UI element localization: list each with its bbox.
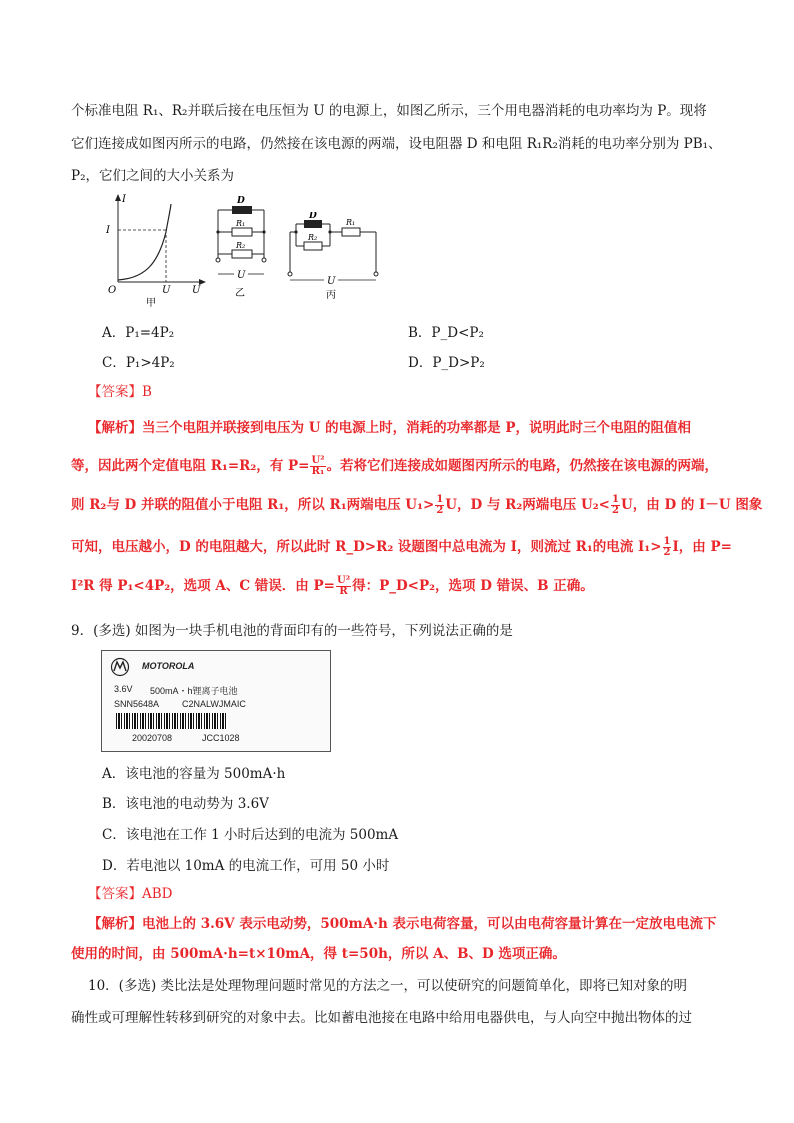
fraction-denominator: R [339, 586, 348, 597]
figure-jia-iu-graph [100, 192, 210, 308]
q8-analysis-line-1 [88, 418, 691, 438]
yi-r1-label: R₁ [236, 219, 246, 228]
q8-option-c: C．P₁>4P₂ [102, 355, 175, 371]
yi-d-label: D [237, 196, 245, 206]
q8-analysis-text-4b: I，由 P= [672, 539, 732, 555]
q10-stem-line-2: 确性或可理解性转移到研究的对象中去。比如蓄电池接在电路中给用电器供电，与人向空中抛出物体的过 [71, 1010, 692, 1026]
q8-analysis-line-5 [71, 576, 594, 597]
battery-code-2: C2NALWJMAIC [182, 699, 246, 709]
fraction-numerator: 1 [436, 494, 444, 505]
jia-y-axis-label: I [122, 194, 126, 205]
q8-stem-line-1: 个标准电阻 R₁、R₂并联后接在电压恒为 U 的电源上，如图乙所示，三个用电器消耗的电功率均为 P。现将 [71, 103, 707, 119]
q8-fraction-u2-r [336, 576, 351, 597]
q8-analysis-text-5a: I²R 得 P₁<4P₂，选项 A、C 错误．由 P= [71, 578, 335, 594]
q9-option-b: B．该电池的电动势为 3.6V [102, 796, 269, 812]
bing-r1-label: R₁ [346, 218, 356, 227]
bing-caption: 丙 [326, 290, 336, 301]
bing-u-label: U [327, 276, 336, 287]
figure-yi-parallel-circuit [210, 192, 272, 308]
battery-capacity: 500mA・h锂离子电池 [150, 686, 238, 696]
q8-analysis-text-3c: U，由 D 的 I－U 图象 [620, 497, 763, 513]
battery-batch: JCC1028 [202, 733, 240, 743]
q8-fraction-half-1 [435, 495, 444, 516]
fraction-numerator: 1 [663, 536, 671, 547]
q8-analysis-text-4a: 可知，电压越小，D 的电阻越大，所以此时 R_D>R₂ 设题图中总电流为 I，则流过 R₁的电流 I₁> [71, 539, 662, 555]
jia-u-tick: U [162, 285, 171, 296]
bing-d-label: D [309, 212, 317, 221]
motorola-logo-icon [110, 657, 130, 677]
bing-r2-label: R₂ [308, 233, 318, 242]
q8-analysis-line-2 [71, 456, 718, 477]
q8-analysis-text-5b: 得：P_D<P₂，选项 D 错误、B 正确。 [352, 578, 594, 594]
q8-fraction-u2-r1 [310, 456, 325, 477]
q8-fraction-half-3 [663, 537, 672, 558]
jia-i-tick: I [106, 225, 110, 236]
q8-fraction-half-2 [611, 495, 620, 516]
q9-analysis-line-2: 使用的时间，由 500mA·h=t×10mA，得 t=50h，所以 A、B、D 选项正确。 [71, 946, 566, 962]
q9-answer: 【答案】ABD [88, 886, 173, 902]
q8-stem-line-3: P₂，它们之间的大小关系为 [71, 168, 234, 184]
q8-option-a: A．P₁=4P₂ [102, 325, 175, 341]
q8-analysis-line-4 [71, 537, 732, 558]
q9-option-d: D．若电池以 10mA 的电流工作，可用 50 小时 [102, 858, 390, 874]
jia-origin: O [108, 285, 117, 296]
yi-u-label: U [237, 270, 246, 281]
q9-analysis-text-1: 电池上的 3.6V 表示电动势，500mA·h 表示电荷容量，可以由电荷容量计算在一定放电电流下 [142, 916, 717, 932]
q8-option-d: D．P_D>P₂ [408, 355, 485, 371]
q9-option-a: A．该电池的容量为 500mA·h [102, 766, 286, 782]
fraction-denominator: 2 [436, 505, 444, 516]
q8-analysis-text-2b: 。若将它们连接成如题图丙所示的电路，仍然接在该电源的两端， [326, 458, 719, 474]
yi-caption: 乙 [235, 288, 245, 299]
fraction-denominator: 2 [612, 505, 619, 516]
figure-bing-mixed-circuit [282, 212, 384, 308]
q9-analysis-tag: 【解析】 [88, 916, 142, 932]
q10-stem-line-1: 10．(多选) 类比法是处理物理问题时常见的方法之一，可以使研究的问题简单化，即将已知对象的明 [88, 978, 688, 994]
q8-stem-line-2: 它们连接成如图丙所示的电路，仍然接在该电源的两端，设电阻器 D 和电阻 R₁R₂消耗的电功率分别为 PB₁、 [71, 136, 722, 152]
q9-stem: 9．(多选) 如图为一块手机电池的背面印有的一些符号，下列说法正确的是 [71, 623, 513, 639]
q9-analysis-line-1 [88, 914, 717, 934]
battery-date: 20020708 [132, 733, 173, 743]
fraction-numerator: U² [336, 575, 351, 586]
q8-answer: 【答案】B [88, 384, 152, 400]
yi-r2-label: R₂ [236, 241, 246, 250]
battery-brand: MOTOROLA [142, 661, 195, 671]
fraction-numerator: 1 [612, 494, 619, 505]
battery-code-1: SNN5648A [114, 699, 160, 709]
fraction-numerator: U² [311, 455, 325, 466]
q8-analysis-tag: 【解析】 [88, 420, 142, 436]
q9-option-c: C．该电池在工作 1 小时后达到的电流为 500mA [102, 827, 399, 843]
q8-analysis-text-2a: 等，因此两个定值电阻 R₁=R₂，有 P= [71, 458, 310, 474]
q8-analysis-text-1: 当三个电阻并联接到电压为 U 的电源上时，消耗的功率都是 P，说明此时三个电阻的阻值相 [142, 420, 692, 436]
fraction-denominator: 2 [663, 547, 671, 558]
q8-option-b: B．P_D<P₂ [408, 325, 484, 341]
jia-x-axis-label: U [192, 285, 201, 296]
battery-voltage: 3.6V [114, 684, 133, 694]
barcode-image [116, 713, 228, 729]
q8-analysis-text-3b: U，D 与 R₂两端电压 U₂< [445, 497, 610, 513]
q8-analysis-text-3a: 则 R₂与 D 并联的阻值小于电阻 R₁，所以 R₁两端电压 U₁> [71, 497, 435, 513]
battery-label-image [101, 650, 331, 752]
fraction-denominator: R₁ [311, 466, 325, 477]
jia-caption: 甲 [146, 298, 156, 308]
q8-analysis-line-3 [71, 495, 762, 516]
